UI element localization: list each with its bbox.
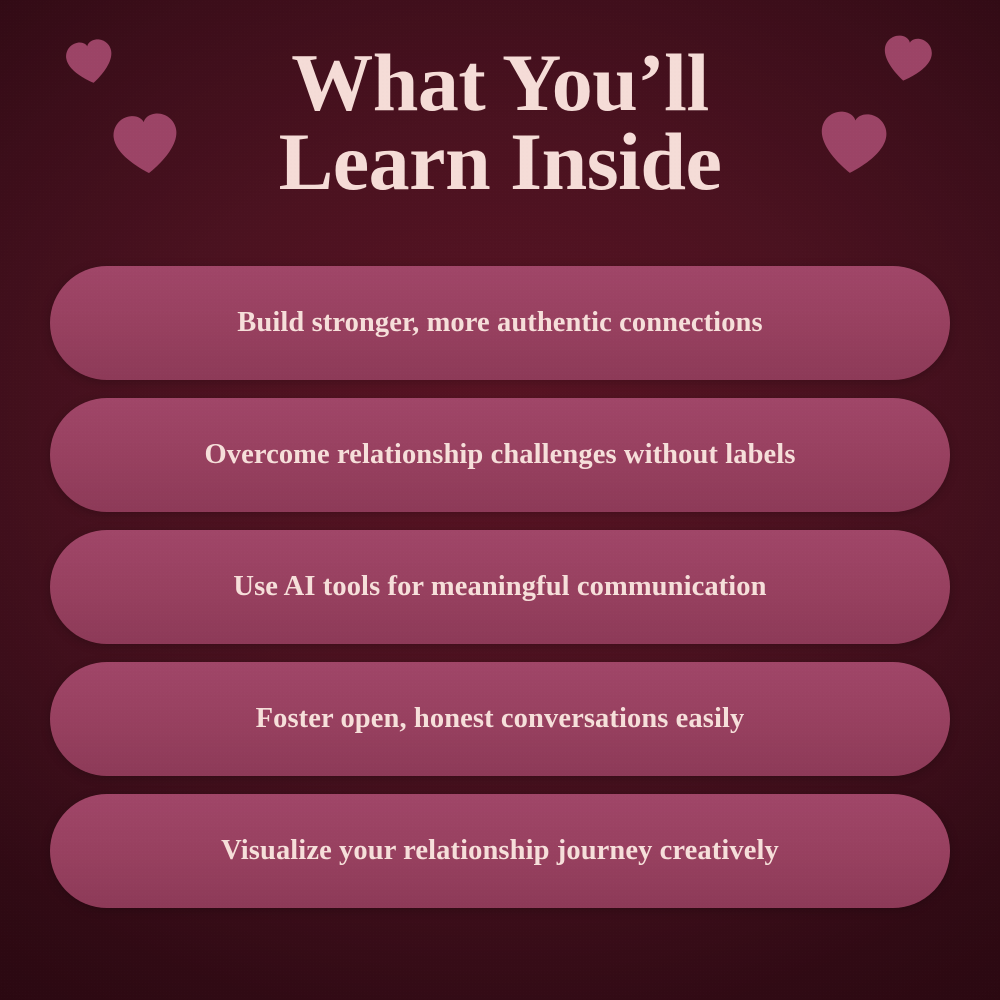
- list-item-label: Visualize your relationship journey creatively: [221, 835, 779, 866]
- page-title: [0, 37, 1000, 207]
- list-item-label: Use AI tools for meaningful communication: [233, 571, 767, 602]
- list-item: [50, 794, 950, 908]
- list-item-label: Overcome relationship challenges without labels: [204, 439, 796, 470]
- list-item-label: Foster open, honest conversations easily: [255, 703, 745, 734]
- list-item: [50, 266, 950, 380]
- list-item: [50, 398, 950, 512]
- benefit-list: [50, 266, 950, 908]
- list-item-label: Build stronger, more authentic connections: [237, 307, 763, 338]
- list-item: [50, 662, 950, 776]
- page-title-line-1: What You’ll: [291, 37, 709, 128]
- list-item: [50, 530, 950, 644]
- page-title-line-2: Learn Inside: [278, 115, 722, 207]
